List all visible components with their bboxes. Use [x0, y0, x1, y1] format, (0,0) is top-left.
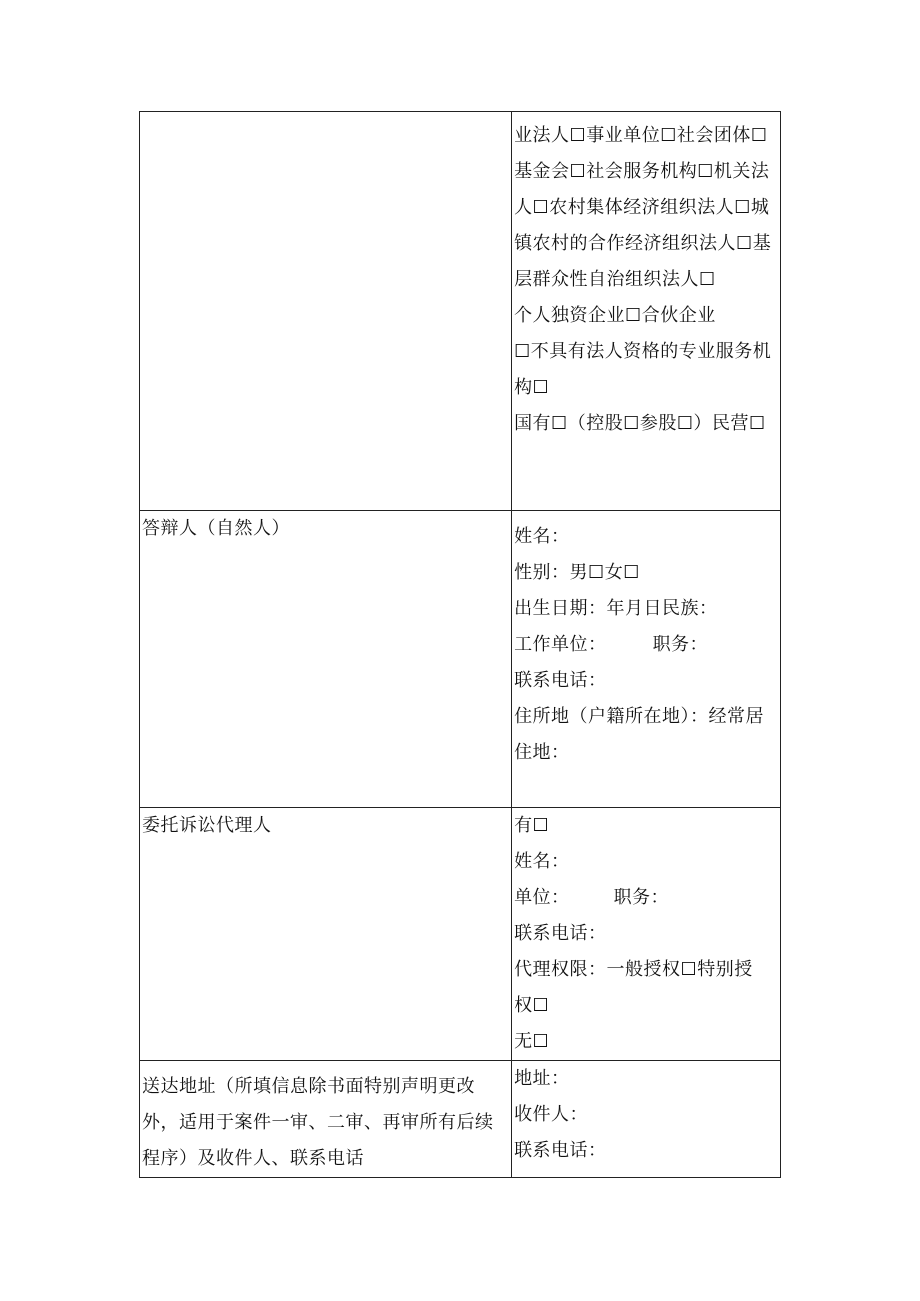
- agent-unit-line: [514, 880, 778, 916]
- litigation-agent-label: 委托诉讼代理人: [140, 808, 512, 1061]
- service-address-details-cell: [512, 1061, 781, 1178]
- respondent-work-line: [514, 627, 778, 663]
- service-address-label-line-1: 送达地址（所填信息除书面特别声明更改: [142, 1076, 475, 1097]
- service-address-field[interactable]: 地址：: [514, 1068, 570, 1089]
- respondent-phone-field[interactable]: 联系电话：: [514, 670, 607, 691]
- litigation-agent-row: [140, 808, 781, 1061]
- respondent-details-cell: [512, 511, 781, 808]
- respondent-residence-field[interactable]: 住所地（户籍所在地）：经常居: [514, 706, 765, 727]
- respondent-work-unit-field[interactable]: 工作单位：: [514, 634, 607, 655]
- agent-authority-field[interactable]: 代理权限：一般授权☐特别授: [514, 959, 753, 980]
- agent-phone-field[interactable]: 联系电话：: [514, 923, 607, 944]
- respondent-position-field[interactable]: 职务：: [652, 634, 709, 655]
- service-address-label-line-3: 程序）及收件人、联系电话: [142, 1148, 364, 1169]
- organization-type-label-cell: [140, 112, 512, 511]
- respondent-name-field[interactable]: 姓名：: [514, 526, 570, 547]
- agent-name-field[interactable]: 姓名：: [514, 851, 570, 872]
- organization-type-options-cell: [512, 112, 781, 511]
- agent-position-field[interactable]: 职务：: [613, 887, 670, 908]
- org-type-line-1[interactable]: 业法人☐事业单位☐社会团体☐: [514, 125, 768, 146]
- org-type-line-8[interactable]: 构☐: [514, 377, 550, 398]
- respondent-natural-person-row: [140, 511, 781, 808]
- org-type-line-6[interactable]: 个人独资企业☐合伙企业: [514, 305, 716, 326]
- service-address-label-line-2: 外，适用于案件一审、二审、再审所有后续: [142, 1112, 494, 1133]
- org-type-line-2[interactable]: 基金会☐社会服务机构☐机关法: [514, 161, 770, 182]
- service-phone-field[interactable]: 联系电话：: [514, 1140, 607, 1161]
- agent-none-checkbox[interactable]: 无☐: [514, 1031, 550, 1052]
- org-type-line-3[interactable]: 人☐农村集体经济组织法人☐城: [514, 197, 770, 218]
- respondent-birth-ethnicity-field[interactable]: 出生日期：年月日民族：: [514, 598, 718, 619]
- org-type-line-5[interactable]: 层群众性自治组织法人☐: [514, 269, 716, 290]
- litigation-agent-details-cell: [512, 808, 781, 1061]
- agent-authority-field-cont[interactable]: 权☐: [514, 995, 550, 1016]
- ownership-type-line[interactable]: 国有☐（控股☐参股☐）民营☐: [514, 413, 766, 434]
- org-type-line-4[interactable]: 镇农村的合作经济组织法人☐基: [514, 233, 772, 254]
- org-type-line-7[interactable]: ☐不具有法人资格的专业服务机: [514, 341, 772, 362]
- respondent-residence-field-cont[interactable]: 住地：: [514, 742, 570, 763]
- respondent-label: 答辩人（自然人）: [140, 511, 512, 808]
- service-address-label-cell: [140, 1061, 512, 1178]
- organization-type-row: [140, 112, 781, 511]
- service-recipient-field[interactable]: 收件人：: [514, 1104, 589, 1125]
- defense-form-table: [139, 111, 781, 1178]
- agent-has-checkbox[interactable]: 有☐: [514, 815, 550, 836]
- service-address-row: [140, 1061, 781, 1178]
- respondent-gender-field[interactable]: 性别：男☐女☐: [514, 562, 640, 583]
- agent-unit-field[interactable]: 单位：: [514, 887, 570, 908]
